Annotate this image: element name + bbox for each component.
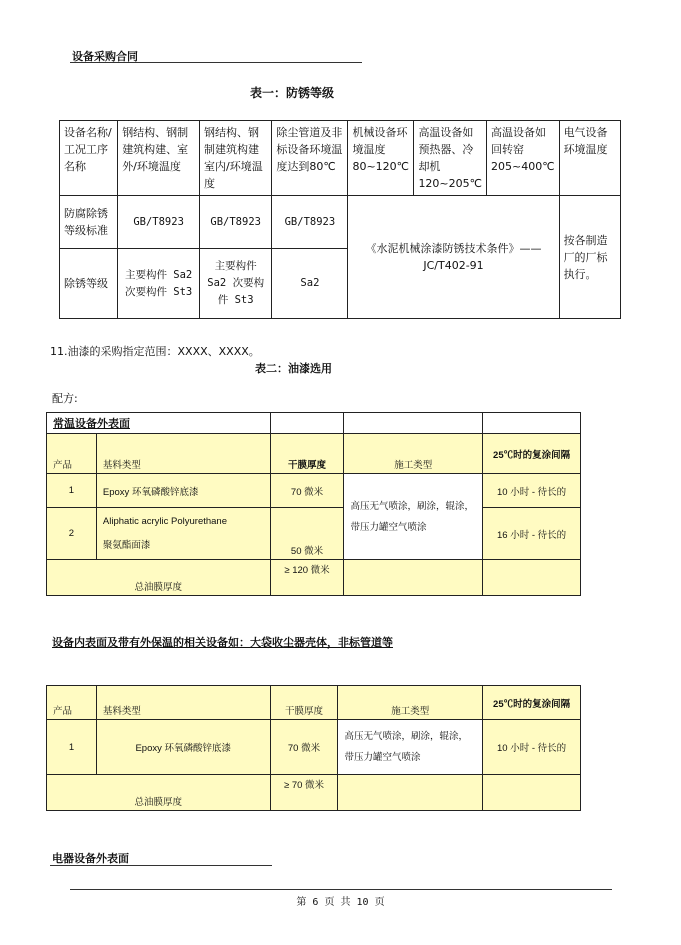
- formula-label: 配方:: [52, 392, 78, 405]
- base-type-zh: 聚氨酯面漆: [102, 540, 151, 551]
- col-kiln: 高温设备如回转窑205~400℃: [487, 121, 560, 196]
- section-electrical: 电器设备外表面: [52, 852, 129, 865]
- section-label: 常温设备外表面: [47, 413, 271, 434]
- blank-cell: [344, 413, 483, 434]
- blank-cell: [338, 775, 483, 811]
- base-type: Epoxy 环氧磷酸锌底漆: [96, 720, 270, 775]
- blank-cell: [483, 560, 581, 596]
- recoat-interval: 16 小时 - 待长的: [483, 508, 581, 560]
- base-type: Epoxy 环氧磷酸锌底漆: [96, 474, 270, 508]
- col-indoor-steel: 钢结构、钢制建筑构建室内/环境温度: [200, 121, 272, 196]
- header-method: 施工类型: [344, 434, 483, 474]
- row-standard-head: 防腐除锈等级标准: [60, 196, 118, 249]
- product-number: 1: [47, 474, 97, 508]
- header-underline: [70, 62, 362, 63]
- base-type: [96, 508, 270, 560]
- blank-cell: [483, 413, 581, 434]
- application-method: 高压无气喷涂，刷涂，辊涂，带压力罐空气喷涂: [344, 474, 483, 560]
- paint-table-interior: [46, 685, 581, 811]
- blank-cell: [270, 413, 344, 434]
- total-value: ≥ 70 微米: [270, 775, 338, 811]
- total-label: 总油膜厚度: [47, 775, 271, 811]
- header-base: 基料类型: [96, 686, 270, 720]
- grade-cell: 主要构件 Sa2 次要构件 St3: [200, 249, 272, 319]
- header-interval: 25℃时的复涂间隔: [483, 686, 581, 720]
- application-method: 高压无气喷涂，刷涂，辊涂，带压力罐空气喷涂: [338, 720, 483, 775]
- dry-film-thickness: 70 微米: [270, 720, 338, 775]
- page-number: 第 6 页 共 10 页: [296, 897, 385, 908]
- dry-film-thickness: 50 微米: [270, 508, 344, 560]
- recoat-interval: 10 小时 - 待长的: [483, 720, 581, 775]
- merged-standard: 《水泥机械涂漆防锈技术条件》——JC/T402-91: [348, 196, 559, 319]
- electrical-note: 按各制造厂的厂标执行。: [559, 196, 620, 319]
- header-interval: 25℃时的复涂间隔: [483, 434, 581, 474]
- grade-cell: Sa2: [272, 249, 348, 319]
- footer-rule: [70, 889, 612, 890]
- col-outdoor-steel: 钢结构、钢制建筑构建、室外/环境温度: [118, 121, 200, 196]
- blank-cell: [483, 775, 581, 811]
- table1-title: 表一：防锈等级: [250, 86, 335, 100]
- col-mechanical: 机械设备环境温度80~120℃: [348, 121, 414, 196]
- header-title: 设备采购合同: [72, 50, 138, 63]
- standard-cell: GB/T8923: [272, 196, 348, 249]
- rust-grade-table: [59, 120, 621, 319]
- dry-film-thickness: 70 微米: [270, 474, 344, 508]
- grade-cell: 主要构件 Sa2 次要构件 St3: [118, 249, 200, 319]
- total-value: ≥ 120 微米: [270, 560, 344, 596]
- standard-cell: GB/T8923: [200, 196, 272, 249]
- product-number: 2: [47, 508, 97, 560]
- base-type-en: Aliphatic acrylic Polyurethane: [102, 516, 227, 527]
- item-11: 11.油漆的采购指定范围：XXXX、XXXX。: [50, 345, 260, 358]
- header-method: 施工类型: [338, 686, 483, 720]
- col-head: 设备名称/工况工序名称: [60, 121, 118, 196]
- section-underline: [50, 865, 272, 866]
- header-thickness: 干膜厚度: [270, 686, 338, 720]
- col-electrical: 电气设备环境温度: [559, 121, 620, 196]
- col-high-temp: 高温设备如预热器、冷却机120~205℃: [414, 121, 487, 196]
- header-product: 产品: [47, 434, 97, 474]
- header-base: 基料类型: [96, 434, 270, 474]
- header-thickness: 干膜厚度: [270, 434, 344, 474]
- paint-table-exterior: [46, 412, 581, 596]
- product-number: 1: [47, 720, 97, 775]
- standard-cell: GB/T8923: [118, 196, 200, 249]
- table2-title: 表二：油漆选用: [255, 362, 332, 375]
- col-dust-pipe: 除尘管道及非标设备环境温度达到80℃: [272, 121, 348, 196]
- recoat-interval: 10 小时 - 待长的: [483, 474, 581, 508]
- header-product: 产品: [47, 686, 97, 720]
- total-label: 总油膜厚度: [47, 560, 271, 596]
- blank-cell: [344, 560, 483, 596]
- section-interior: 设备内表面及带有外保温的相关设备如：大袋收尘器壳体，非标管道等: [52, 636, 393, 649]
- row-grade-head: 除锈等级: [60, 249, 118, 319]
